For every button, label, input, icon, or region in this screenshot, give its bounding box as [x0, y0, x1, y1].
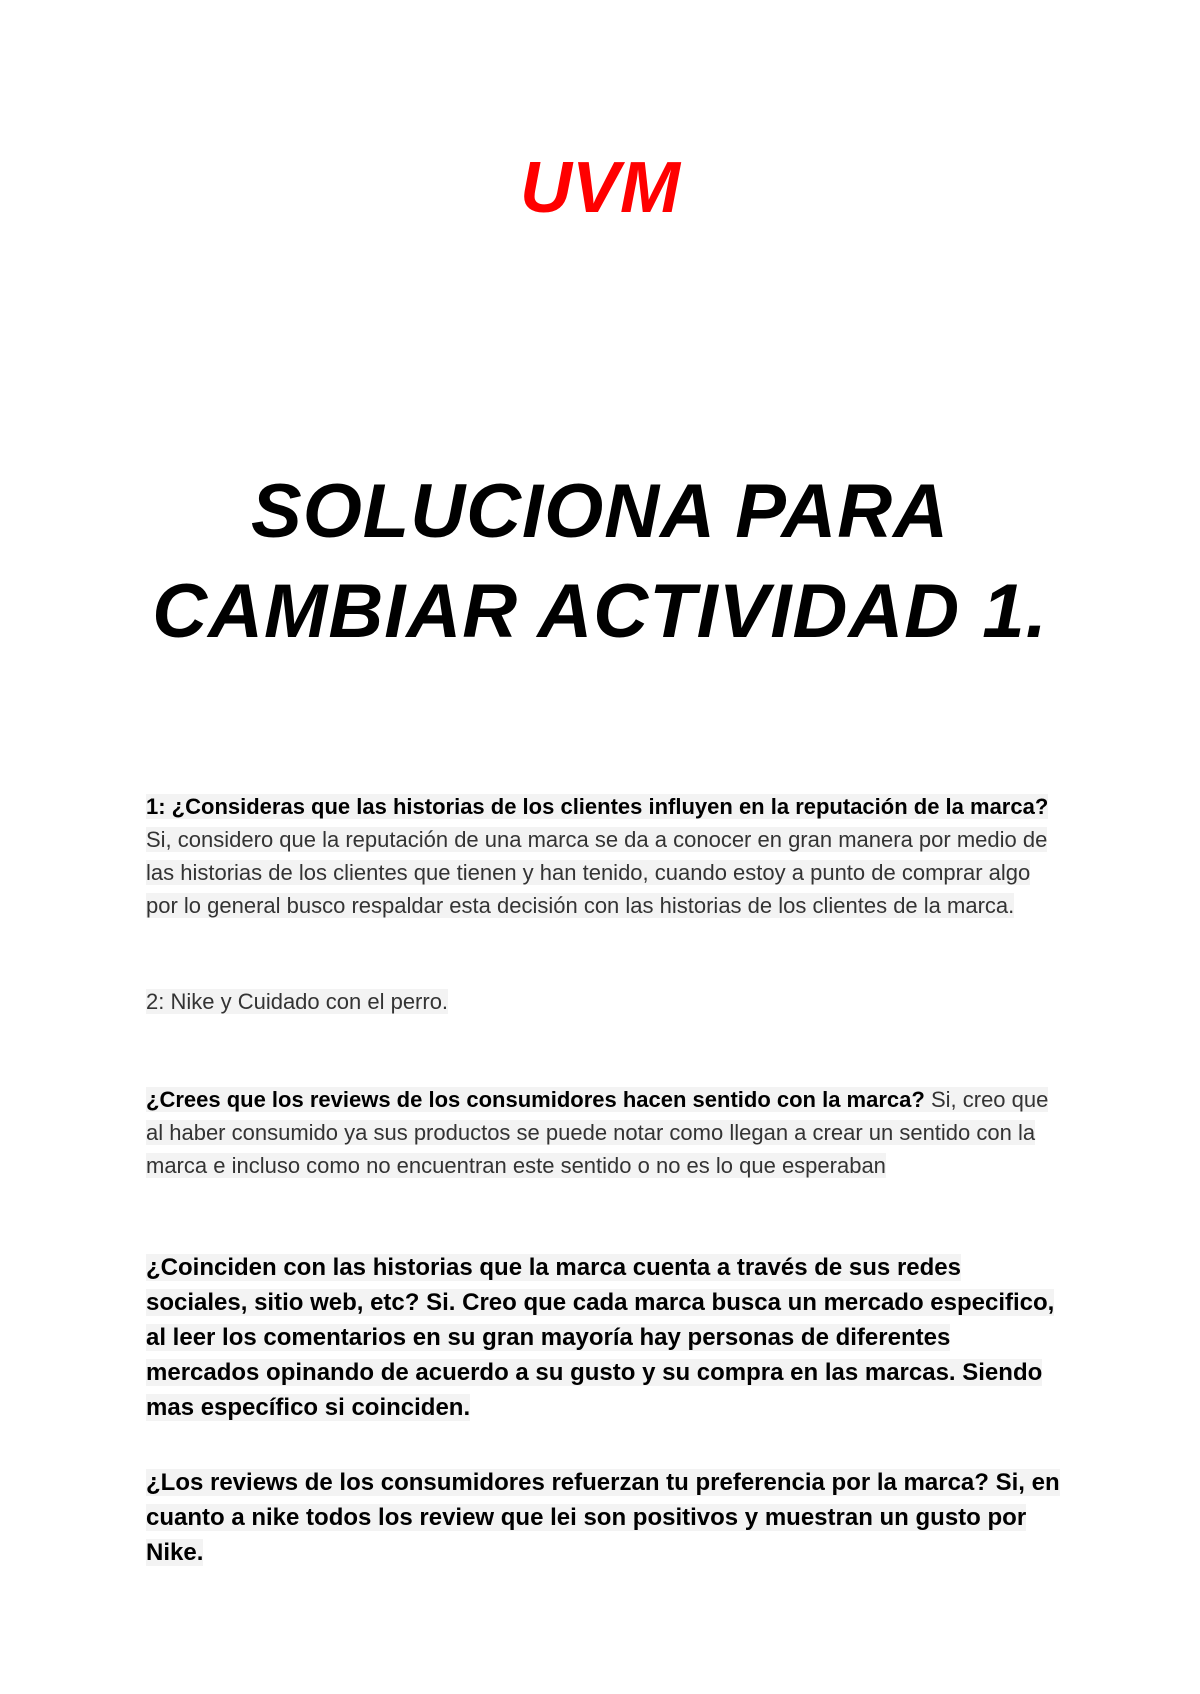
answer-1: Si, considero que la reputación de una marca se da a conocer en gran manera por medio de las historias de los clientes que tienen y han tenido, cuando estoy a punto de comprar algo por lo general busco respaldar esta decisión con las historias de los clientes de la marca. — [146, 827, 1048, 918]
question-block-4 — [146, 1250, 1066, 1425]
question-1: 1: ¿Consideras que las historias de los clientes influyen en la reputación de la marca? — [146, 794, 1049, 819]
question-5: ¿Los reviews de los consumidores refuerzan tu preferencia por la marca? Si, en cuanto a nike todos los review que lei son positivos y muestran un gusto por Nike. — [146, 1469, 1060, 1566]
title-line-2: CAMBIAR ACTIVIDAD 1. — [152, 569, 1048, 654]
brand-heading: UVM — [520, 148, 680, 228]
answer-2: 2: Nike y Cuidado con el perro. — [146, 989, 449, 1014]
answer-3: Si, creo que al haber consumido ya sus productos se puede notar como llegan a crear un sentido con la marca e incluso como no encuentran este sentido o no es lo que esperaban — [146, 1087, 1049, 1178]
question-4: ¿Coinciden con las historias que la marca cuenta a través de sus redes sociales, sitio web, etc? Si. Creo que cada marca busca un mercado especifico, al leer los comentarios en su gran mayoría hay personas de diferentes mercados opinando de acuerdo a su gusto y su compra en las marcas. Siendo mas específico si coinciden. — [146, 1254, 1055, 1421]
question-block-3 — [146, 1083, 1066, 1182]
question-block-5 — [146, 1465, 1066, 1570]
title-line-1: SOLUCIONA PARA — [251, 469, 949, 554]
page-title — [110, 462, 1090, 662]
question-3: ¿Crees que los reviews de los consumidores hacen sentido con la marca? — [146, 1087, 925, 1112]
question-block-1 — [146, 790, 1066, 922]
answer-block-2 — [146, 985, 1066, 1018]
